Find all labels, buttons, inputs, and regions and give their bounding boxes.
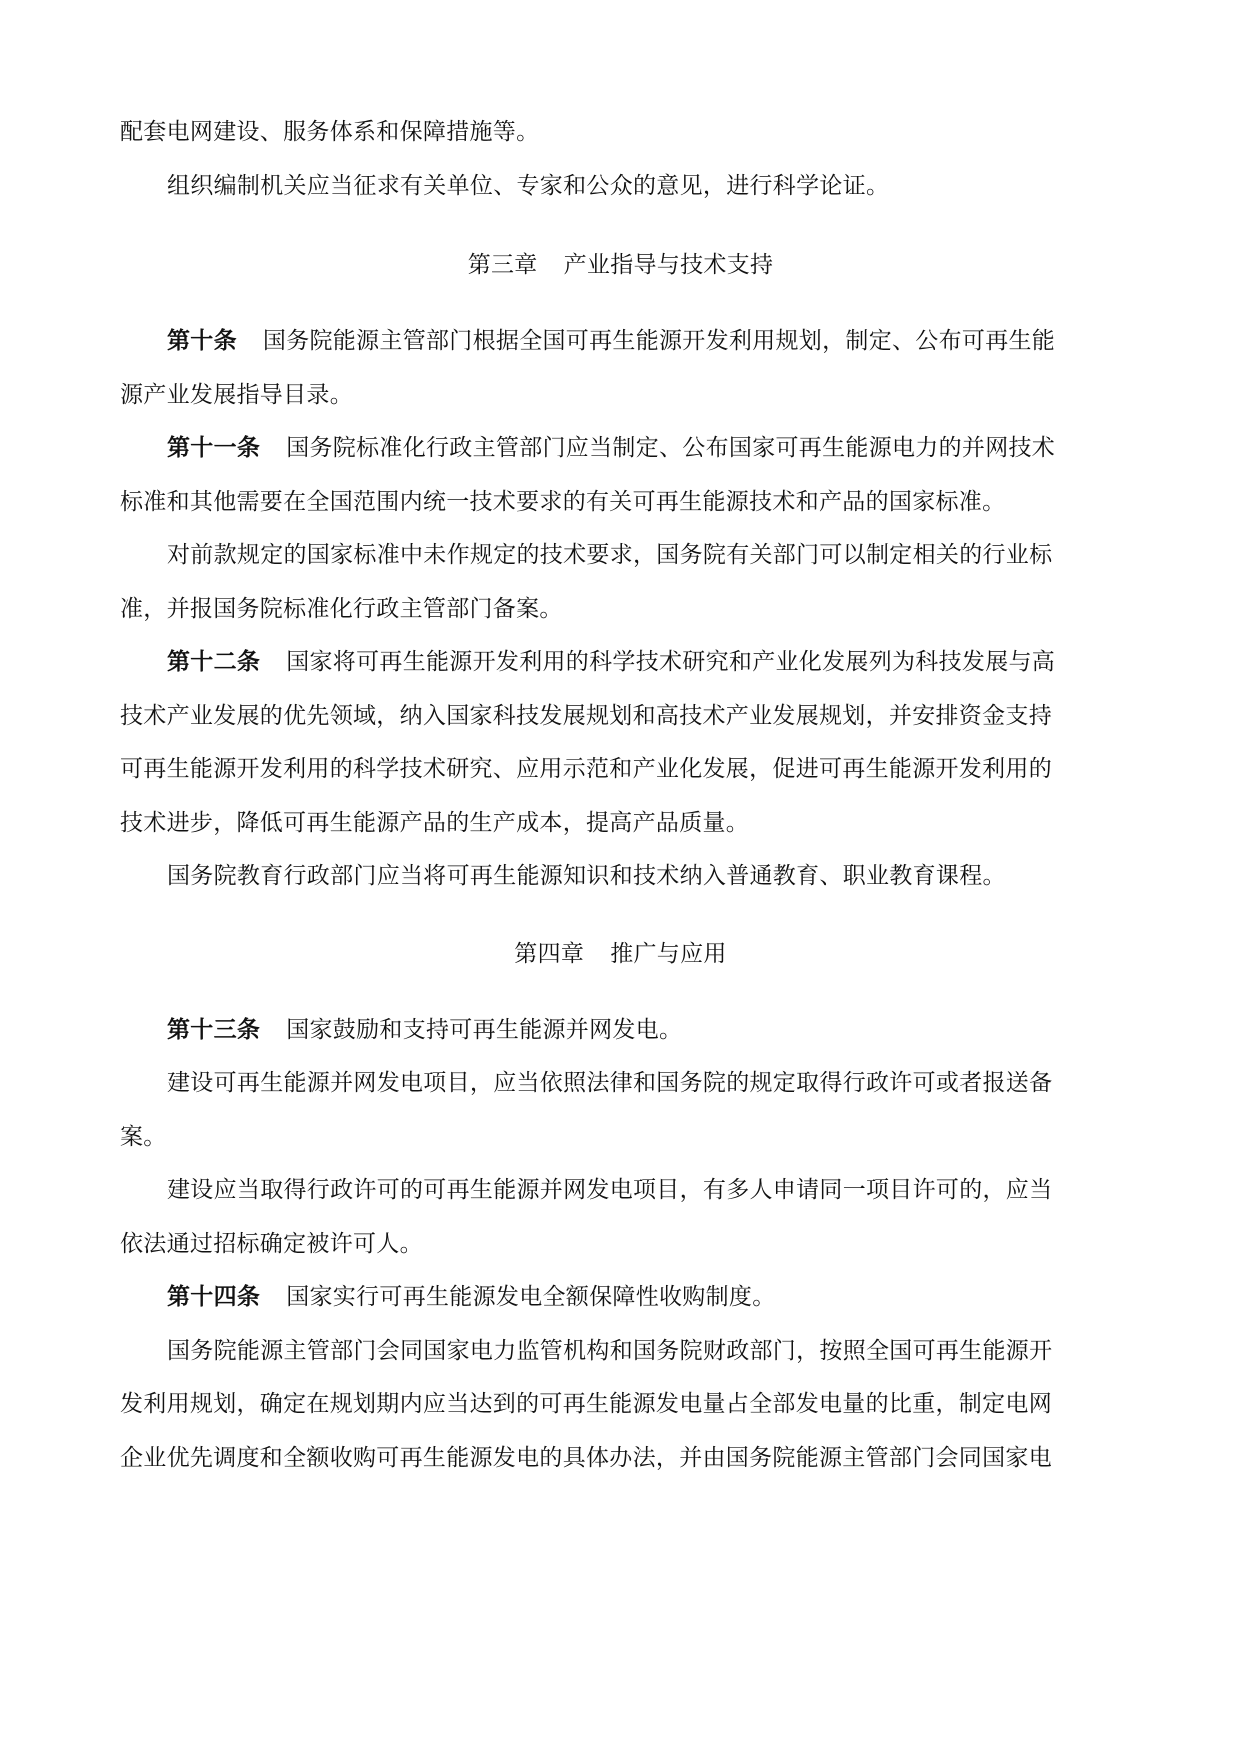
- chapter-title: 推广与应用: [610, 941, 727, 967]
- article-11: [167, 433, 1167, 463]
- chapter-heading-4: [0, 939, 1241, 969]
- chapter-title: 产业指导与技术支持: [563, 252, 774, 278]
- article-label: 第十二条: [167, 649, 261, 675]
- paragraph-line: 发利用规划，确定在规划期内应当达到的可再生能源发电量占全部发电量的比重，制定电网: [120, 1391, 1052, 1417]
- paragraph-text: 国家将可再生能源开发利用的科学技术研究和产业化发展列为科技发展与高: [286, 649, 1056, 675]
- article-label: 第十四条: [167, 1284, 261, 1310]
- paragraph-line: 技术进步，降低可再生能源产品的生产成本，提高产品质量。: [120, 810, 750, 836]
- paragraph-line: 技术产业发展的优先领域，纳入国家科技发展规划和高技术产业发展规划，并安排资金支持: [120, 703, 1052, 729]
- paragraph-line: 源产业发展指导目录。: [120, 382, 353, 408]
- article-label: 第十三条: [167, 1017, 261, 1043]
- paragraph-line: 依法通过招标确定被许可人。: [120, 1231, 423, 1257]
- paragraph-line: 建设应当取得行政许可的可再生能源并网发电项目，有多人申请同一项目许可的，应当: [167, 1177, 1053, 1203]
- paragraph-line: 标准和其他需要在全国范围内统一技术要求的有关可再生能源技术和产品的国家标准。: [120, 489, 1006, 515]
- article-12: [167, 647, 1167, 677]
- paragraph-line: 建设可再生能源并网发电项目，应当依照法律和国务院的规定取得行政许可或者报送备: [167, 1070, 1053, 1096]
- paragraph-line: 对前款规定的国家标准中未作规定的技术要求，国务院有关部门可以制定相关的行业标: [167, 542, 1053, 568]
- paragraph-line: 配套电网建设、服务体系和保障措施等。: [120, 119, 540, 145]
- paragraph-line: 准，并报国务院标准化行政主管部门备案。: [120, 596, 563, 622]
- paragraph-line: 国务院教育行政部门应当将可再生能源知识和技术纳入普通教育、职业教育课程。: [167, 863, 1006, 889]
- article-label: 第十一条: [167, 435, 261, 461]
- chapter-number: 第三章: [467, 252, 538, 278]
- paragraph-line: 可再生能源开发利用的科学技术研究、应用示范和产业化发展，促进可再生能源开发利用的: [120, 756, 1052, 782]
- paragraph-line: 国务院能源主管部门会同国家电力监管机构和国务院财政部门，按照全国可再生能源开: [167, 1338, 1053, 1364]
- paragraph-line: 企业优先调度和全额收购可再生能源发电的具体办法，并由国务院能源主管部门会同国家电: [120, 1445, 1052, 1471]
- chapter-number: 第四章: [514, 941, 585, 967]
- article-13: [167, 1015, 1167, 1045]
- chapter-heading-3: [0, 250, 1241, 280]
- article-14: [167, 1282, 1167, 1312]
- paragraph-text: 国家鼓励和支持可再生能源并网发电。: [286, 1017, 683, 1043]
- article-10: [167, 326, 1167, 356]
- paragraph-line: 组织编制机关应当征求有关单位、专家和公众的意见，进行科学论证。: [167, 173, 890, 199]
- paragraph-text: 国务院能源主管部门根据全国可再生能源开发利用规划，制定、公布可再生能: [262, 328, 1056, 354]
- paragraph-text: 国家实行可再生能源发电全额保障性收购制度。: [286, 1284, 776, 1310]
- paragraph-line: 案。: [120, 1124, 167, 1150]
- article-label: 第十条: [167, 328, 237, 354]
- paragraph-text: 国务院标准化行政主管部门应当制定、公布国家可再生能源电力的并网技术: [286, 435, 1056, 461]
